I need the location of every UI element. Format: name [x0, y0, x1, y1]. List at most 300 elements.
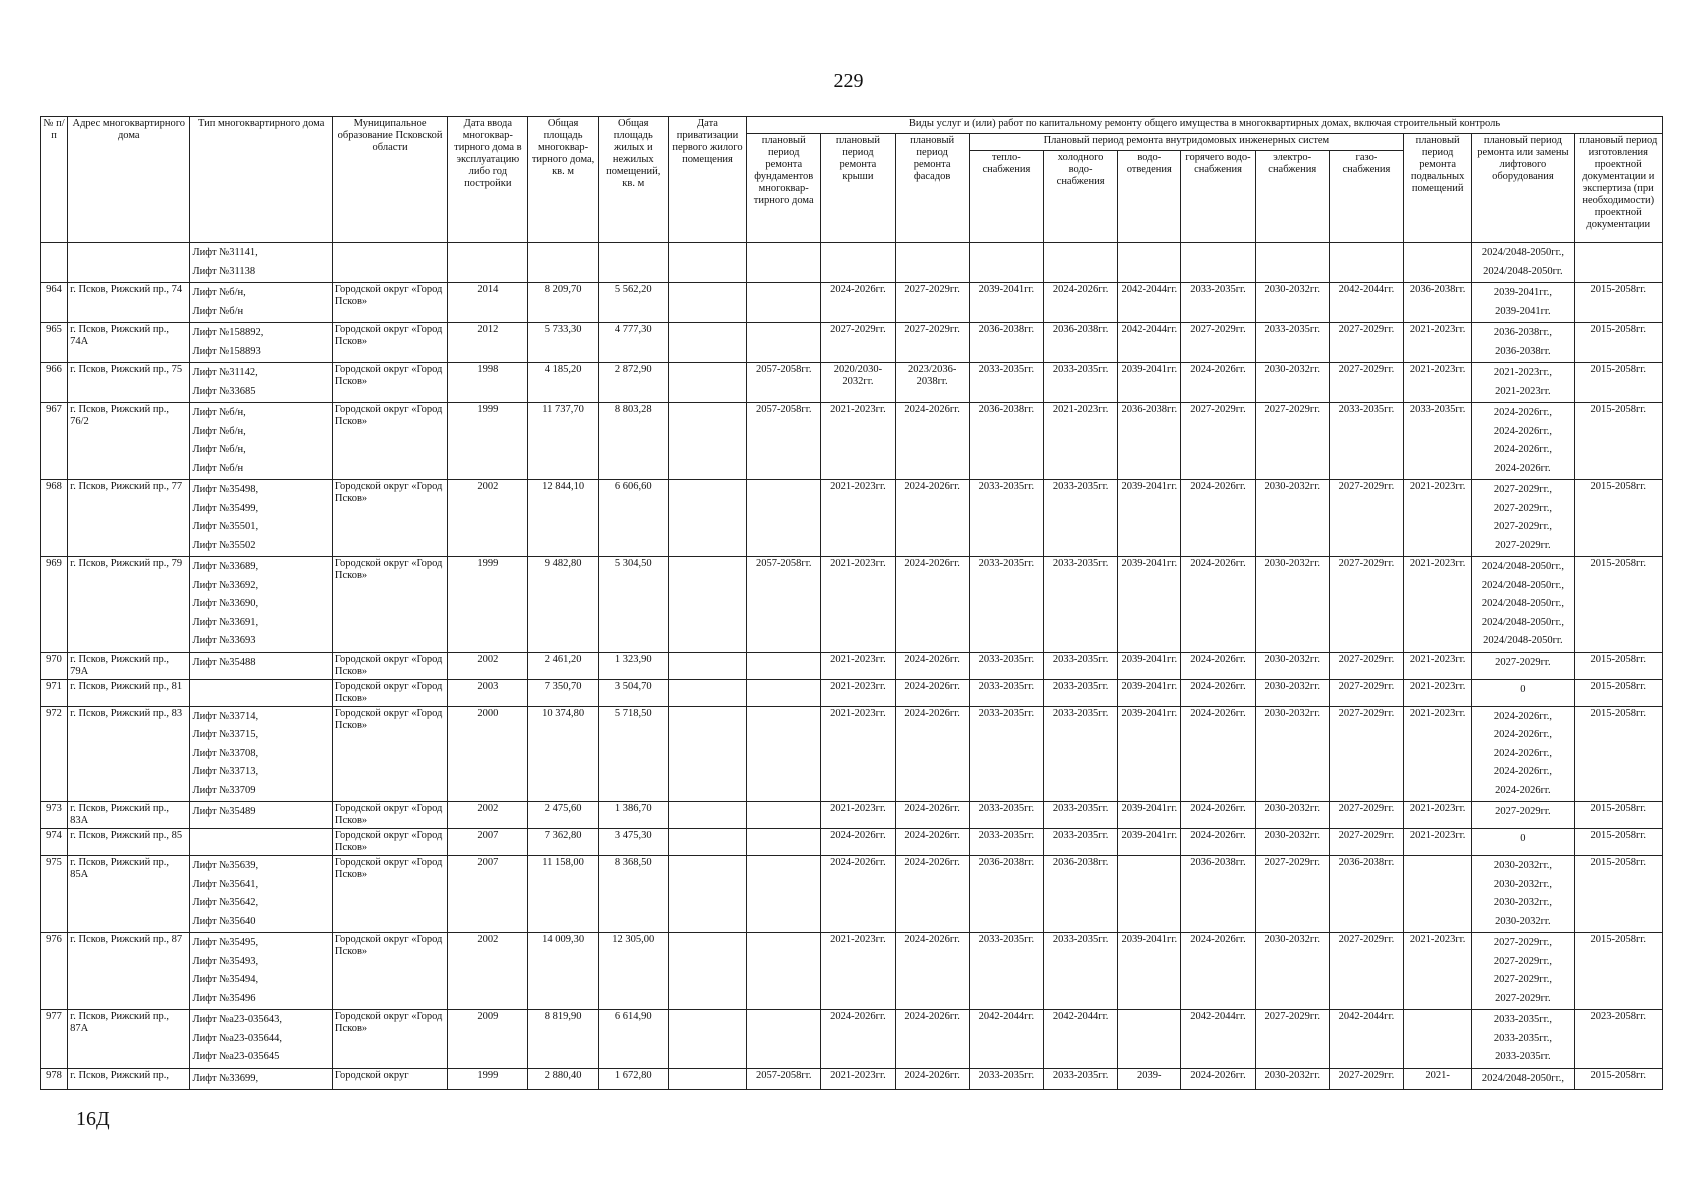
cell-privatization — [668, 1068, 746, 1090]
cell-heating: 2039-2041гг. — [969, 283, 1043, 323]
cell-cold-water: 2024-2026гг. — [1043, 283, 1117, 323]
cell-year: 2003 — [448, 679, 528, 706]
cell-total-area: 14 009,30 — [528, 933, 598, 1010]
cell-total-area: 12 844,10 — [528, 480, 598, 557]
elevator-period: 0 — [1520, 683, 1526, 695]
cell-sewerage — [1118, 856, 1181, 933]
lift-entry: Лифт №158893 — [192, 345, 261, 357]
table-row — [41, 856, 1663, 933]
cell-basement: 2021-2023гг. — [1404, 802, 1472, 829]
cell-municipality — [332, 243, 447, 283]
cell-privatization — [668, 283, 746, 323]
table-body — [41, 243, 1663, 1090]
cell-sewerage: 2039-2041гг. — [1118, 557, 1181, 653]
lift-entry: Лифт №б/н — [192, 305, 244, 317]
lift-entry: Лифт №35639, — [192, 860, 259, 871]
cell-living-area: 5 718,50 — [598, 706, 668, 802]
cell-roof: 2021-2023гг. — [821, 802, 895, 829]
cell-heating: 2036-2038гг. — [969, 323, 1043, 363]
cell-address: г. Псков, Рижский пр., 85А — [68, 856, 190, 933]
cell-elevator — [1472, 652, 1574, 679]
cell-foundation — [747, 933, 821, 1010]
cell-roof — [821, 243, 895, 283]
cell-address: г. Псков, Рижский пр., 76/2 — [68, 403, 190, 480]
cell-roof: 2027-2029гг. — [821, 323, 895, 363]
cell-num: 975 — [41, 856, 68, 933]
cell-address: г. Псков, Рижский пр., 74А — [68, 323, 190, 363]
cell-year: 2000 — [448, 706, 528, 802]
cell-basement: 2033-2035гг. — [1404, 403, 1472, 480]
cell-address: г. Псков, Рижский пр., 81 — [68, 679, 190, 706]
cell-address: г. Псков, Рижский пр., 85 — [68, 829, 190, 856]
cell-privatization — [668, 679, 746, 706]
cell-lifts — [190, 363, 332, 403]
cell-hot-water: 2024-2026гг. — [1181, 933, 1255, 1010]
cell-lifts — [190, 557, 332, 653]
cell-living-area: 8 803,28 — [598, 403, 668, 480]
table-row — [41, 679, 1663, 706]
cell-design: 2015-2058гг. — [1574, 802, 1662, 829]
elevator-period: 2036-2038гг., — [1493, 327, 1552, 338]
cell-foundation — [747, 802, 821, 829]
cell-sewerage: 2039-2041гг. — [1118, 363, 1181, 403]
lift-entry: Лифт №33691, — [192, 616, 259, 628]
header-address: Адрес многоквартирного дома — [68, 117, 190, 243]
cell-heating: 2036-2038гг. — [969, 856, 1043, 933]
cell-municipality: Городской округ «Город Псков» — [332, 829, 447, 856]
cell-gas: 2027-2029гг. — [1329, 829, 1403, 856]
cell-living-area: 12 305,00 — [598, 933, 668, 1010]
cell-elevator — [1472, 403, 1574, 480]
elevator-period: 2021-2023гг., — [1493, 367, 1552, 378]
cell-design: 2015-2058гг. — [1574, 829, 1662, 856]
header-gas: газо-снабжения — [1329, 151, 1403, 243]
lift-entry: Лифт №158892, — [192, 327, 264, 338]
cell-elevator — [1472, 1068, 1574, 1090]
cell-elevator — [1472, 829, 1574, 856]
cell-gas: 2027-2029гг. — [1329, 652, 1403, 679]
cell-num: 969 — [41, 557, 68, 653]
cell-hot-water: 2024-2026гг. — [1181, 557, 1255, 653]
elevator-period: 2024-2026гг., — [1493, 729, 1552, 740]
cell-privatization — [668, 243, 746, 283]
cell-municipality: Городской округ «Город Псков» — [332, 933, 447, 1010]
cell-municipality: Городской округ «Город Псков» — [332, 557, 447, 653]
cell-elevator — [1472, 802, 1574, 829]
cell-gas: 2036-2038гг. — [1329, 856, 1403, 933]
cell-design: 2023-2058гг. — [1574, 1010, 1662, 1069]
cell-electricity: 2030-2032гг. — [1255, 480, 1329, 557]
cell-year: 2014 — [448, 283, 528, 323]
elevator-period: 2024/2048-2050гг., — [1481, 1072, 1564, 1084]
cell-facade: 2024-2026гг. — [895, 557, 969, 653]
lift-entry: Лифт №33689, — [192, 561, 259, 572]
cell-elevator — [1472, 557, 1574, 653]
cell-year: 1999 — [448, 403, 528, 480]
cell-electricity: 2030-2032гг. — [1255, 706, 1329, 802]
cell-hot-water: 2024-2026гг. — [1181, 706, 1255, 802]
cell-total-area: 7 350,70 — [528, 679, 598, 706]
cell-lifts — [190, 1068, 332, 1090]
cell-foundation: 2057-2058гг. — [747, 1068, 821, 1090]
cell-sewerage: 2039-2041гг. — [1118, 706, 1181, 802]
lift-entry: Лифт №35641, — [192, 878, 259, 890]
table-row — [41, 652, 1663, 679]
elevator-period: 2027-2029гг., — [1493, 955, 1552, 967]
cell-hot-water: 2024-2026гг. — [1181, 652, 1255, 679]
table-row — [41, 283, 1663, 323]
cell-lifts — [190, 679, 332, 706]
header-num: № п/п — [41, 117, 68, 243]
cell-living-area: 8 368,50 — [598, 856, 668, 933]
cell-year: 2007 — [448, 856, 528, 933]
cell-privatization — [668, 706, 746, 802]
elevator-period: 2024/2048-2050гг. — [1483, 635, 1563, 646]
cell-sewerage: 2042-2044гг. — [1118, 283, 1181, 323]
lift-entry: Лифт №б/н, — [192, 407, 246, 418]
cell-address: г. Псков, Рижский пр., 75 — [68, 363, 190, 403]
footer-code: 16Д — [76, 1108, 110, 1130]
cell-facade: 2027-2029гг. — [895, 323, 969, 363]
cell-electricity — [1255, 243, 1329, 283]
cell-basement: 2021-2023гг. — [1404, 679, 1472, 706]
elevator-period: 2024-2026гг. — [1495, 784, 1551, 796]
cell-cold-water: 2033-2035гг. — [1043, 829, 1117, 856]
cell-gas: 2027-2029гг. — [1329, 933, 1403, 1010]
lift-entry: Лифт №33693 — [192, 635, 256, 646]
cell-gas — [1329, 243, 1403, 283]
cell-heating: 2033-2035гг. — [969, 802, 1043, 829]
lift-entry: Лифт №33713, — [192, 766, 259, 777]
cell-cold-water: 2033-2035гг. — [1043, 557, 1117, 653]
cell-heating: 2033-2035гг. — [969, 652, 1043, 679]
header-hot-water: горячего водо-снабжения — [1181, 151, 1255, 243]
header-roof: плановый период ремонта крыши — [821, 134, 895, 243]
cell-address — [68, 243, 190, 283]
elevator-period: 2033-2035гг., — [1493, 1032, 1552, 1044]
elevator-period: 2030-2032гг., — [1493, 897, 1552, 908]
elevator-period: 2027-2029гг. — [1495, 992, 1551, 1004]
lift-entry: Лифт №35493, — [192, 955, 259, 967]
cell-num: 978 — [41, 1068, 68, 1090]
cell-heating: 2033-2035гг. — [969, 706, 1043, 802]
cell-heating: 2033-2035гг. — [969, 557, 1043, 653]
cell-hot-water: 2024-2026гг. — [1181, 679, 1255, 706]
cell-total-area: 10 374,80 — [528, 706, 598, 802]
cell-total-area: 2 880,40 — [528, 1068, 598, 1090]
header-foundation: плановый период ремонта фундаментов многоквар-тирного дома — [747, 134, 821, 243]
elevator-period: 2030-2032гг., — [1493, 878, 1552, 890]
cell-heating: 2033-2035гг. — [969, 679, 1043, 706]
cell-hot-water: 2024-2026гг. — [1181, 829, 1255, 856]
lift-entry: Лифт №35495, — [192, 937, 259, 948]
elevator-period: 0 — [1520, 833, 1526, 844]
cell-lifts — [190, 802, 332, 829]
cell-facade: 2024-2026гг. — [895, 856, 969, 933]
table-row — [41, 1010, 1663, 1069]
cell-gas: 2027-2029гг. — [1329, 802, 1403, 829]
elevator-period: 2024-2026гг., — [1493, 766, 1552, 777]
elevator-period: 2024-2026гг., — [1493, 407, 1552, 418]
elevator-period: 2024/2048-2050гг. — [1483, 265, 1563, 277]
lift-entry: Лифт №31138 — [192, 265, 256, 277]
cell-heating: 2042-2044гг. — [969, 1010, 1043, 1069]
cell-lifts — [190, 480, 332, 557]
cell-electricity: 2030-2032гг. — [1255, 363, 1329, 403]
cell-basement — [1404, 856, 1472, 933]
cell-lifts — [190, 403, 332, 480]
table-row — [41, 829, 1663, 856]
cell-basement: 2021-2023гг. — [1404, 933, 1472, 1010]
cell-municipality: Городской округ «Город Псков» — [332, 403, 447, 480]
cell-elevator — [1472, 243, 1574, 283]
cell-lifts — [190, 283, 332, 323]
cell-heating: 2033-2035гг. — [969, 933, 1043, 1010]
cell-facade: 2024-2026гг. — [895, 802, 969, 829]
cell-roof: 2021-2023гг. — [821, 1068, 895, 1090]
lift-entry: Лифт №35640 — [192, 915, 256, 927]
elevator-period: 2030-2032гг., — [1493, 860, 1552, 871]
cell-roof: 2021-2023гг. — [821, 480, 895, 557]
cell-foundation — [747, 679, 821, 706]
cell-municipality: Городской округ «Город Псков» — [332, 283, 447, 323]
cell-num: 968 — [41, 480, 68, 557]
cell-privatization — [668, 802, 746, 829]
lift-entry: Лифт №35642, — [192, 897, 259, 908]
cell-address: г. Псков, Рижский пр., — [68, 1068, 190, 1090]
header-cold-water: холодного водо-снабжения — [1043, 151, 1117, 243]
cell-living-area: 3 504,70 — [598, 679, 668, 706]
cell-facade — [895, 243, 969, 283]
cell-roof: 2021-2023гг. — [821, 652, 895, 679]
cell-total-area: 4 185,20 — [528, 363, 598, 403]
header-heating: тепло-снабжения — [969, 151, 1043, 243]
elevator-period: 2024-2026гг., — [1493, 425, 1552, 437]
cell-lifts — [190, 829, 332, 856]
cell-cold-water: 2033-2035гг. — [1043, 802, 1117, 829]
cell-design: 2015-2058гг. — [1574, 1068, 1662, 1090]
cell-sewerage: 2039-2041гг. — [1118, 652, 1181, 679]
cell-num: 972 — [41, 706, 68, 802]
cell-municipality: Городской округ «Город Псков» — [332, 802, 447, 829]
cell-heating: 2033-2035гг. — [969, 480, 1043, 557]
cell-num: 964 — [41, 283, 68, 323]
cell-foundation — [747, 856, 821, 933]
cell-design: 2015-2058гг. — [1574, 480, 1662, 557]
elevator-period: 2027-2029гг., — [1493, 521, 1552, 532]
cell-sewerage — [1118, 1010, 1181, 1069]
table-row — [41, 363, 1663, 403]
elevator-period: 2027-2029гг., — [1493, 484, 1552, 495]
cell-foundation — [747, 706, 821, 802]
cell-num — [41, 243, 68, 283]
cell-heating: 2033-2035гг. — [969, 363, 1043, 403]
elevator-period: 2039-2041гг. — [1495, 305, 1551, 317]
cell-basement: 2021- — [1404, 1068, 1472, 1090]
cell-basement: 2021-2023гг. — [1404, 652, 1472, 679]
elevator-period: 2024/2048-2050гг., — [1481, 579, 1564, 591]
cell-roof: 2024-2026гг. — [821, 856, 895, 933]
header-privatization-date: Дата приватизации первого жилого помещения — [668, 117, 746, 243]
lift-entry: Лифт №35498, — [192, 484, 259, 495]
cell-num: 971 — [41, 679, 68, 706]
lift-entry: Лифт №35489 — [192, 806, 256, 817]
cell-electricity: 2030-2032гг. — [1255, 557, 1329, 653]
cell-electricity: 2027-2029гг. — [1255, 1010, 1329, 1069]
lift-entry: Лифт №б/н, — [192, 287, 246, 298]
lift-entry: Лифт №33715, — [192, 729, 259, 740]
cell-municipality: Городской округ «Город Псков» — [332, 679, 447, 706]
cell-roof: 2024-2026гг. — [821, 829, 895, 856]
cell-heating: 2033-2035гг. — [969, 1068, 1043, 1090]
cell-year: 2002 — [448, 933, 528, 1010]
lift-entry: Лифт №33690, — [192, 598, 259, 609]
cell-electricity: 2030-2032гг. — [1255, 802, 1329, 829]
cell-year: 2009 — [448, 1010, 528, 1069]
lift-entry: Лифт №а23-035645 — [192, 1051, 280, 1062]
table-row — [41, 480, 1663, 557]
cell-privatization — [668, 480, 746, 557]
cell-year: 1999 — [448, 1068, 528, 1090]
elevator-period: 2027-2029гг., — [1493, 502, 1552, 514]
cell-facade: 2024-2026гг. — [895, 480, 969, 557]
cell-num: 974 — [41, 829, 68, 856]
cell-lifts — [190, 652, 332, 679]
cell-living-area: 4 777,30 — [598, 323, 668, 363]
table-row — [41, 802, 1663, 829]
cell-address: г. Псков, Рижский пр., 83 — [68, 706, 190, 802]
cell-design: 2015-2058гг. — [1574, 557, 1662, 653]
cell-privatization — [668, 557, 746, 653]
lift-entry: Лифт №а23-035644, — [192, 1032, 283, 1044]
cell-facade: 2024-2026гг. — [895, 652, 969, 679]
cell-hot-water: 2033-2035гг. — [1181, 283, 1255, 323]
cell-lifts — [190, 706, 332, 802]
cell-lifts — [190, 243, 332, 283]
cell-total-area: 2 461,20 — [528, 652, 598, 679]
cell-cold-water — [1043, 243, 1117, 283]
cell-gas: 2042-2044гг. — [1329, 1010, 1403, 1069]
elevator-period: 2024-2026гг., — [1493, 747, 1552, 759]
cell-municipality: Городской округ «Город Псков» — [332, 323, 447, 363]
cell-num: 976 — [41, 933, 68, 1010]
cell-address: г. Псков, Рижский пр., 79 — [68, 557, 190, 653]
cell-design: 2015-2058гг. — [1574, 679, 1662, 706]
table-row — [41, 557, 1663, 653]
cell-electricity: 2030-2032гг. — [1255, 679, 1329, 706]
elevator-period: 2024/2048-2050гг., — [1481, 247, 1564, 258]
cell-design: 2015-2058гг. — [1574, 403, 1662, 480]
cell-roof: 2024-2026гг. — [821, 1010, 895, 1069]
cell-municipality: Городской округ «Город Псков» — [332, 1010, 447, 1069]
cell-privatization — [668, 829, 746, 856]
elevator-period: 2036-2038гг. — [1495, 345, 1551, 357]
cell-total-area: 8 819,90 — [528, 1010, 598, 1069]
cell-total-area: 2 475,60 — [528, 802, 598, 829]
cell-total-area: 9 482,80 — [528, 557, 598, 653]
elevator-period: 2039-2041гг., — [1493, 287, 1552, 298]
cell-sewerage: 2039-2041гг. — [1118, 802, 1181, 829]
header-engineering-group: Плановый период ремонта внутридомовых инженерных систем — [969, 134, 1403, 151]
cell-basement: 2036-2038гг. — [1404, 283, 1472, 323]
cell-living-area: 5 304,50 — [598, 557, 668, 653]
cell-municipality: Городской округ «Город Псков» — [332, 856, 447, 933]
elevator-period: 2024/2048-2050гг., — [1481, 616, 1564, 628]
header-elevator: плановый период ремонта или замены лифтового оборудования — [1472, 134, 1574, 243]
cell-design: 2015-2058гг. — [1574, 856, 1662, 933]
cell-sewerage — [1118, 243, 1181, 283]
table-row — [41, 706, 1663, 802]
cell-sewerage: 2039-2041гг. — [1118, 679, 1181, 706]
lift-entry: Лифт №35501, — [192, 521, 259, 532]
cell-facade: 2024-2026гг. — [895, 1068, 969, 1090]
cell-num: 977 — [41, 1010, 68, 1069]
cell-roof: 2021-2023гг. — [821, 557, 895, 653]
elevator-period: 2024-2026гг., — [1493, 710, 1552, 722]
lift-entry: Лифт №б/н, — [192, 425, 246, 437]
cell-electricity: 2030-2032гг. — [1255, 829, 1329, 856]
cell-year: 2007 — [448, 829, 528, 856]
cell-num: 970 — [41, 652, 68, 679]
lift-entry: Лифт №31142, — [192, 367, 258, 378]
elevator-period: 2024-2026гг., — [1493, 444, 1552, 455]
cell-electricity: 2033-2035гг. — [1255, 323, 1329, 363]
cell-year: 2002 — [448, 480, 528, 557]
cell-basement: 2021-2023гг. — [1404, 363, 1472, 403]
cell-roof: 2021-2023гг. — [821, 933, 895, 1010]
cell-design: 2015-2058гг. — [1574, 323, 1662, 363]
lift-entry: Лифт №б/н, — [192, 444, 246, 455]
cell-foundation: 2057-2058гг. — [747, 363, 821, 403]
cell-year — [448, 243, 528, 283]
cell-elevator — [1472, 933, 1574, 1010]
cell-foundation — [747, 1010, 821, 1069]
cell-design — [1574, 243, 1662, 283]
cell-municipality: Городской округ «Город Псков» — [332, 706, 447, 802]
cell-gas: 2042-2044гг. — [1329, 283, 1403, 323]
cell-municipality: Городской округ «Город Псков» — [332, 652, 447, 679]
cell-sewerage: 2036-2038гг. — [1118, 403, 1181, 480]
lift-entry: Лифт №а23-035643, — [192, 1014, 283, 1025]
cell-facade: 2024-2026гг. — [895, 1010, 969, 1069]
lift-entry: Лифт №33714, — [192, 710, 259, 722]
cell-elevator — [1472, 679, 1574, 706]
elevator-period: 2021-2023гг. — [1495, 385, 1551, 397]
cell-address: г. Псков, Рижский пр., 87А — [68, 1010, 190, 1069]
cell-design: 2015-2058гг. — [1574, 283, 1662, 323]
cell-design: 2015-2058гг. — [1574, 652, 1662, 679]
cell-foundation — [747, 480, 821, 557]
lift-entry: Лифт №33708, — [192, 747, 259, 759]
cell-gas: 2027-2029гг. — [1329, 679, 1403, 706]
cell-facade: 2024-2026гг. — [895, 706, 969, 802]
cell-living-area: 6 614,90 — [598, 1010, 668, 1069]
page-number: 229 — [833, 70, 864, 92]
cell-year: 1998 — [448, 363, 528, 403]
cell-num: 973 — [41, 802, 68, 829]
cell-sewerage: 2042-2044гг. — [1118, 323, 1181, 363]
cell-roof: 2021-2023гг. — [821, 403, 895, 480]
cell-basement: 2021-2023гг. — [1404, 480, 1472, 557]
elevator-period: 2024/2048-2050гг., — [1481, 561, 1564, 572]
elevator-period: 2027-2029гг., — [1493, 974, 1552, 985]
cell-gas: 2027-2029гг. — [1329, 706, 1403, 802]
cell-foundation: 2057-2058гг. — [747, 557, 821, 653]
cell-roof: 2021-2023гг. — [821, 679, 895, 706]
cell-basement: 2021-2023гг. — [1404, 323, 1472, 363]
cell-num: 965 — [41, 323, 68, 363]
cell-gas: 2033-2035гг. — [1329, 403, 1403, 480]
